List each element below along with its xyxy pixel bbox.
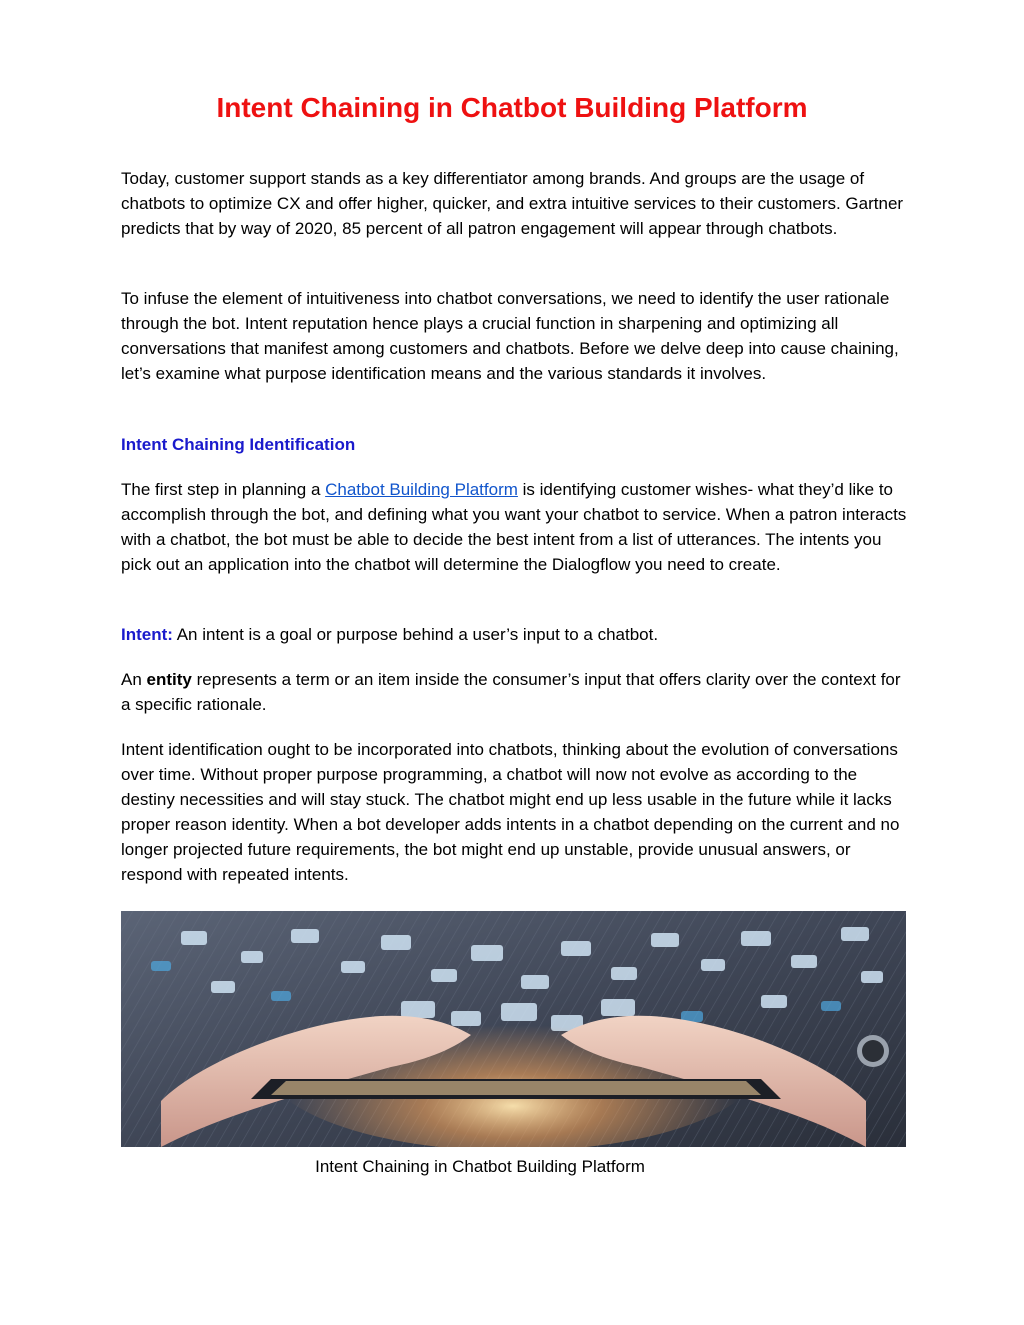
planning-text-start: The first step in planning a bbox=[121, 480, 326, 499]
entity-term: entity bbox=[146, 670, 192, 689]
entity-definition bbox=[121, 667, 911, 717]
chatbot-hands-image bbox=[121, 911, 906, 1147]
intent-definition-text: An intent is a goal or purpose behind a user’s input to a chatbot. bbox=[172, 625, 659, 644]
intent-definition bbox=[121, 622, 911, 647]
page-title: Intent Chaining in Chatbot Building Platform bbox=[216, 92, 808, 123]
entity-text-start: An bbox=[121, 670, 147, 689]
planning-text-end: is identifying customer wishes- what they’d like to accomplish through the bot, and defining what you want your chatbot to service. When a patron interacts with a chatbot, the bot must be able to decide the best intent from a list of utterances. The intents you pick out an application into the chatbot will determine the Dialogflow you need to create. bbox=[121, 480, 907, 574]
figure-caption: Intent Chaining in Chatbot Building Platform bbox=[315, 1157, 645, 1176]
chatbot-platform-link[interactable]: Chatbot Building Platform bbox=[325, 480, 518, 499]
section-heading: Intent Chaining Identification bbox=[121, 435, 356, 454]
intent-term: Intent: bbox=[121, 625, 173, 644]
entity-text-end: represents a term or an item inside the consumer’s input that offers clarity over the context for a specific rationale. bbox=[121, 670, 901, 714]
intro-paragraph: Today, customer support stands as a key differentiator among brands. And groups are the usage of chatbots to optimize CX and offer higher, quicker, and extra intuitive services to their customers. Gartner predicts that by way of 2020, 85 percent of all patron engagement will appear through chatbots. bbox=[121, 169, 904, 238]
intuitiveness-paragraph: To infuse the element of intuitiveness into chatbot conversations, we need to identify the user rationale through the bot. Intent reputation hence plays a crucial function in sharpening and optimizing all conversations that manifest among customers and chatbots. Before we delve deep into cause chaining, let’s examine what purpose identification means and the various standards it involves. bbox=[121, 289, 899, 383]
intent-identification-paragraph: Intent identification ought to be incorporated into chatbots, thinking about the evolution of conversations over time. Without proper purpose programming, a chatbot will now not evolve as according to the destiny necessities and will stay stuck. The chatbot might end up less usable in the future while it lacks proper reason identity. When a bot developer adds intents in a chatbot depending on the current and no longer projected future requirements, the bot might end up unstable, provide unusual answers, or respond with repeated intents. bbox=[121, 740, 900, 884]
planning-paragraph bbox=[121, 477, 911, 577]
